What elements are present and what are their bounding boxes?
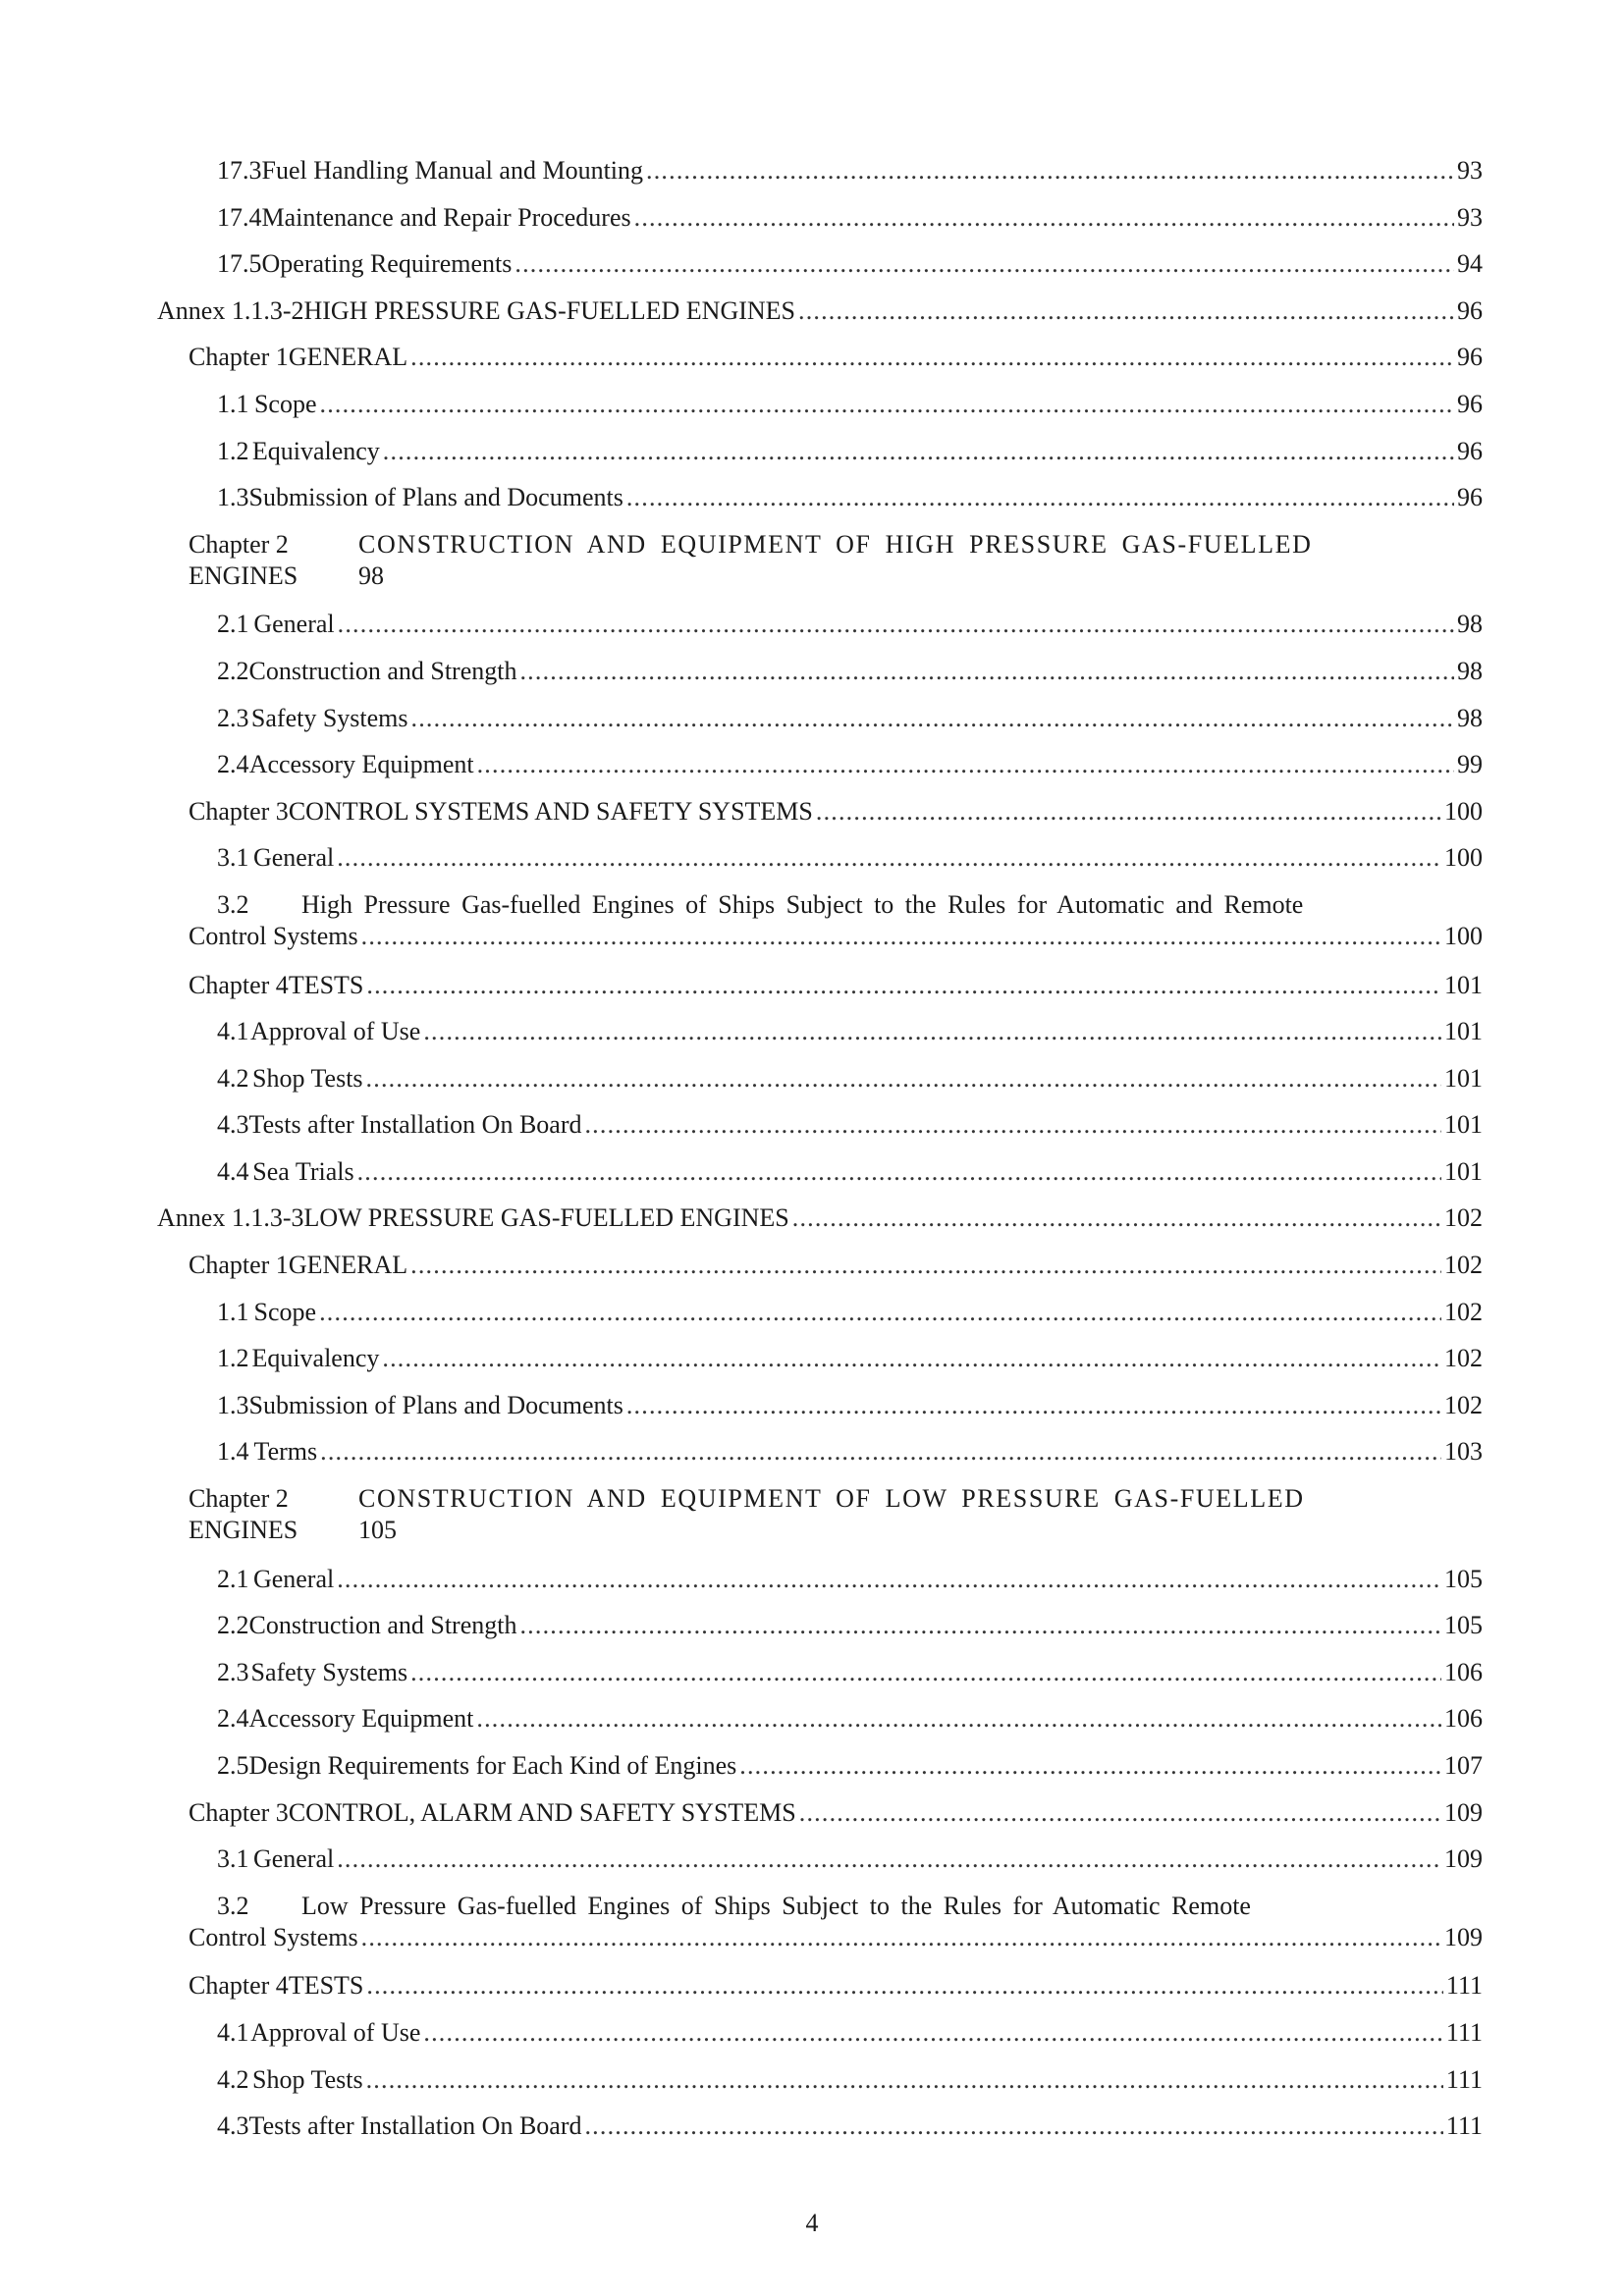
toc-entry-number: 2.1 bbox=[217, 1564, 249, 1593]
toc-entry-number: 1.4 bbox=[217, 1437, 249, 1467]
toc-entry-page: 105 bbox=[1444, 1611, 1483, 1640]
toc-entry-section[interactable] bbox=[157, 155, 1483, 202]
toc-entry-title: Fuel Handling Manual and Mounting bbox=[261, 156, 644, 185]
dot-leader bbox=[626, 1390, 1441, 1421]
toc-entry-number: 4.2 bbox=[217, 1063, 249, 1093]
toc-entry-page: 102 bbox=[1444, 1344, 1483, 1373]
dot-leader bbox=[584, 1109, 1441, 1141]
toc-entry-number: 2.2 bbox=[217, 656, 249, 685]
toc-entry-number: Chapter 1 bbox=[189, 343, 289, 372]
toc-entry-section[interactable] bbox=[157, 1436, 1483, 1483]
toc-entry-title: TESTS bbox=[288, 970, 364, 999]
toc-entry-page: 109 bbox=[1444, 1844, 1483, 1874]
toc-entry-annex[interactable] bbox=[157, 1202, 1483, 1250]
toc-entry-number: 3.2 bbox=[217, 1891, 249, 1920]
toc-entry-title: Accessory Equipment bbox=[248, 1704, 474, 1734]
toc-entry-title: GENERAL bbox=[288, 1251, 408, 1280]
dot-leader bbox=[366, 1063, 1441, 1095]
toc-entry-number: Chapter 3 bbox=[189, 796, 289, 826]
toc-entry-title: Approval of Use bbox=[250, 2017, 421, 2047]
toc-entry-title: HIGH PRESSURE GAS-FUELLED ENGINES bbox=[303, 295, 795, 325]
dot-leader bbox=[366, 2064, 1443, 2096]
toc-entry-page: 102 bbox=[1444, 1203, 1483, 1233]
toc-entry-title-continued: ENGINES bbox=[189, 1516, 298, 1545]
toc-entry-title: CONTROL, ALARM AND SAFETY SYSTEMS bbox=[288, 1797, 796, 1827]
toc-entry-number: 1.2 bbox=[217, 1344, 249, 1373]
toc-entry-section[interactable] bbox=[157, 842, 1483, 889]
dot-leader bbox=[519, 656, 1454, 687]
dot-leader bbox=[338, 609, 1454, 640]
toc-entry-title: Safety Systems bbox=[250, 703, 408, 732]
toc-entry-number: 4.3 bbox=[217, 1110, 249, 1140]
toc-entry-title: Accessory Equipment bbox=[248, 750, 474, 779]
toc-entry-page: 109 bbox=[1444, 1797, 1483, 1827]
toc-entry-number: 1.3 bbox=[217, 1390, 249, 1419]
toc-entry-section[interactable] bbox=[157, 1390, 1483, 1437]
toc-entry-chapter[interactable] bbox=[157, 1483, 1483, 1564]
toc-entry-section[interactable] bbox=[157, 749, 1483, 796]
toc-entry-title: Submission of Plans and Documents bbox=[248, 483, 623, 512]
toc-entry-chapter[interactable] bbox=[157, 796, 1483, 843]
dot-leader bbox=[792, 1202, 1441, 1234]
toc-entry-page: 98 bbox=[1457, 703, 1483, 732]
toc-entry-number: 4.4 bbox=[217, 1156, 249, 1186]
page-number: 4 bbox=[805, 2209, 819, 2237]
toc-entry-title-continued: Control Systems bbox=[189, 1922, 358, 1951]
toc-entry-chapter[interactable] bbox=[157, 1797, 1483, 1844]
dot-leader bbox=[476, 1703, 1441, 1735]
toc-entry-page: 101 bbox=[1444, 1156, 1483, 1186]
toc-entry-title: Design Requirements for Each Kind of Engines bbox=[248, 1751, 737, 1780]
toc-entry-title: Operating Requirements bbox=[261, 249, 513, 279]
toc-entry-page: 98 bbox=[1457, 656, 1483, 685]
toc-entry-number: 4.1 bbox=[217, 2017, 249, 2047]
toc-entry-title: Sea Trials bbox=[252, 1156, 354, 1186]
toc-entry-chapter[interactable] bbox=[157, 342, 1483, 389]
toc-entry-page: 99 bbox=[1457, 750, 1483, 779]
toc-entry-page: 101 bbox=[1444, 1017, 1483, 1046]
dot-leader bbox=[626, 482, 1454, 513]
toc-entry-section[interactable] bbox=[157, 1343, 1483, 1390]
dot-leader bbox=[410, 342, 1454, 373]
toc-entry-number: 2.4 bbox=[217, 1704, 249, 1734]
toc-entry-chapter[interactable] bbox=[157, 1250, 1483, 1297]
dot-leader bbox=[646, 155, 1454, 187]
toc-entry-page: 96 bbox=[1457, 343, 1483, 372]
toc-entry-title: CONTROL SYSTEMS AND SAFETY SYSTEMS bbox=[288, 796, 813, 826]
toc-entry-section[interactable] bbox=[157, 1564, 1483, 1611]
toc-entry-section[interactable] bbox=[157, 1297, 1483, 1344]
toc-entry-section[interactable] bbox=[157, 2064, 1483, 2111]
dot-leader bbox=[410, 1250, 1441, 1281]
toc-entry-section[interactable] bbox=[157, 889, 1483, 970]
toc-entry-section[interactable] bbox=[157, 703, 1483, 750]
toc-entry-title-continued: ENGINES bbox=[189, 561, 298, 590]
toc-entry-page: 102 bbox=[1444, 1251, 1483, 1280]
toc-entry-number: 2.4 bbox=[217, 750, 249, 779]
toc-entry-page: 100 bbox=[1444, 843, 1483, 873]
toc-entry-page: 106 bbox=[1444, 1704, 1483, 1734]
toc-entry-number: Chapter 1 bbox=[189, 1251, 289, 1280]
toc-entry-section[interactable] bbox=[157, 389, 1483, 436]
toc-entry-section[interactable] bbox=[157, 1703, 1483, 1750]
toc-entry-page: 101 bbox=[1444, 1063, 1483, 1093]
toc-entry-page: 105 bbox=[358, 1516, 397, 1545]
toc-entry-page: 111 bbox=[1445, 2017, 1483, 2047]
toc-entry-title: CONSTRUCTION AND EQUIPMENT OF LOW PRESSURE GAS-FUELLED bbox=[358, 1484, 1305, 1514]
table-of-contents bbox=[157, 155, 1483, 2158]
toc-entry-section[interactable] bbox=[157, 656, 1483, 703]
toc-entry-title: General bbox=[252, 1564, 335, 1593]
toc-entry-page: 100 bbox=[1444, 796, 1483, 826]
toc-entry-title: Submission of Plans and Documents bbox=[248, 1390, 623, 1419]
dot-leader bbox=[411, 703, 1454, 734]
toc-entry-title: Low Pressure Gas-fuelled Engines of Ships Subject to the Rules for Automatic Remote bbox=[301, 1891, 1251, 1920]
toc-entry-section[interactable] bbox=[157, 1750, 1483, 1797]
toc-entry-number: 1.3 bbox=[217, 483, 249, 512]
toc-entry-chapter[interactable] bbox=[157, 1970, 1483, 2017]
toc-entry-number: Annex 1.1.3-2 bbox=[157, 295, 304, 325]
dot-leader bbox=[799, 1797, 1441, 1829]
toc-entry-page: 96 bbox=[1457, 436, 1483, 465]
toc-entry-page: 96 bbox=[1457, 483, 1483, 512]
toc-entry-page: 111 bbox=[1445, 2111, 1483, 2141]
toc-entry-section[interactable] bbox=[157, 482, 1483, 529]
dot-leader bbox=[361, 921, 1441, 952]
toc-entry-page: 103 bbox=[1444, 1437, 1483, 1467]
toc-entry-page: 96 bbox=[1457, 295, 1483, 325]
dot-leader bbox=[357, 1156, 1441, 1188]
toc-entry-page: 98 bbox=[1457, 610, 1483, 639]
toc-entry-title-continued: Control Systems bbox=[189, 921, 358, 950]
toc-entry-number: 4.1 bbox=[217, 1017, 249, 1046]
toc-entry-number: 2.5 bbox=[217, 1751, 249, 1780]
toc-entry-chapter[interactable] bbox=[157, 970, 1483, 1017]
toc-entry-page: 96 bbox=[1457, 389, 1483, 418]
dot-leader bbox=[410, 1657, 1441, 1688]
dot-leader bbox=[798, 295, 1454, 327]
toc-entry-annex[interactable] bbox=[157, 295, 1483, 343]
toc-entry-title: Construction and Strength bbox=[248, 1611, 517, 1640]
dot-leader bbox=[382, 1343, 1441, 1374]
dot-leader bbox=[320, 389, 1455, 420]
toc-entry-title: Shop Tests bbox=[251, 1063, 363, 1093]
toc-entry-page: 93 bbox=[1457, 202, 1483, 232]
toc-entry-page: 109 bbox=[1444, 1922, 1483, 1951]
toc-entry-page: 102 bbox=[1444, 1297, 1483, 1326]
toc-entry-number: Chapter 4 bbox=[189, 1971, 289, 2001]
toc-entry-section[interactable] bbox=[157, 2110, 1483, 2158]
toc-entry-section[interactable] bbox=[157, 1610, 1483, 1657]
toc-entry-number: 1.1 bbox=[217, 389, 249, 418]
toc-entry-number: Chapter 2 bbox=[189, 1484, 289, 1514]
toc-entry-title: Tests after Installation On Board bbox=[248, 1110, 582, 1140]
toc-entry-title: Tests after Installation On Board bbox=[248, 2111, 582, 2141]
toc-entry-number: 3.2 bbox=[217, 889, 249, 919]
toc-entry-number: Annex 1.1.3-3 bbox=[157, 1203, 304, 1233]
toc-entry-page: 111 bbox=[1445, 2064, 1483, 2094]
toc-entry-number: 3.1 bbox=[217, 843, 249, 873]
dot-leader bbox=[337, 1564, 1441, 1595]
toc-entry-section[interactable] bbox=[157, 1156, 1483, 1203]
toc-entry-title: General bbox=[253, 610, 335, 639]
toc-entry-page: 100 bbox=[1444, 921, 1483, 950]
dot-leader bbox=[361, 1922, 1441, 1953]
toc-entry-page: 101 bbox=[1444, 970, 1483, 999]
toc-entry-number: 2.3 bbox=[217, 703, 249, 732]
dot-leader bbox=[337, 842, 1441, 874]
dot-leader bbox=[366, 1970, 1443, 2002]
toc-entry-number: 17.5 bbox=[217, 249, 262, 279]
toc-entry-section[interactable] bbox=[157, 1843, 1483, 1891]
toc-entry-title: GENERAL bbox=[288, 343, 408, 372]
toc-entry-number: 17.4 bbox=[217, 202, 262, 232]
toc-entry-page: 93 bbox=[1457, 156, 1483, 185]
dot-leader bbox=[519, 1610, 1441, 1641]
dot-leader bbox=[514, 248, 1454, 280]
toc-entry-title: Equivalency bbox=[251, 436, 380, 465]
toc-entry-number: 3.1 bbox=[217, 1844, 249, 1874]
toc-entry-number: Chapter 3 bbox=[189, 1797, 289, 1827]
dot-leader bbox=[634, 202, 1454, 234]
toc-entry-title: General bbox=[252, 1844, 335, 1874]
toc-entry-page: 107 bbox=[1444, 1751, 1483, 1780]
toc-entry-number: Chapter 2 bbox=[189, 529, 289, 559]
toc-entry-section[interactable] bbox=[157, 436, 1483, 483]
dot-leader bbox=[383, 436, 1454, 467]
dot-leader bbox=[423, 1016, 1441, 1047]
toc-entry-title: Maintenance and Repair Procedures bbox=[261, 202, 631, 232]
toc-entry-section[interactable] bbox=[157, 202, 1483, 249]
toc-entry-section[interactable] bbox=[157, 2017, 1483, 2064]
dot-leader bbox=[319, 1297, 1441, 1328]
toc-entry-section[interactable] bbox=[157, 1109, 1483, 1156]
toc-entry-page: 102 bbox=[1444, 1390, 1483, 1419]
toc-entry-section[interactable] bbox=[157, 1891, 1483, 1971]
toc-entry-number: 2.2 bbox=[217, 1611, 249, 1640]
dot-leader bbox=[337, 1843, 1441, 1875]
dot-leader bbox=[423, 2017, 1443, 2049]
toc-entry-title: Scope bbox=[253, 1297, 317, 1326]
toc-entry-number: 4.3 bbox=[217, 2111, 249, 2141]
dot-leader bbox=[816, 796, 1441, 828]
toc-entry-title: Equivalency bbox=[251, 1344, 380, 1373]
toc-entry-page: 98 bbox=[358, 561, 384, 590]
toc-entry-title: High Pressure Gas-fuelled Engines of Ships Subject to the Rules for Automatic and Remote bbox=[301, 889, 1304, 919]
toc-entry-number: 1.1 bbox=[217, 1297, 249, 1326]
toc-entry-page: 105 bbox=[1444, 1564, 1483, 1593]
toc-entry-title: General bbox=[252, 843, 335, 873]
toc-entry-section[interactable] bbox=[157, 1657, 1483, 1704]
toc-entry-number: 4.2 bbox=[217, 2064, 249, 2094]
toc-entry-page: 106 bbox=[1444, 1657, 1483, 1686]
dot-leader bbox=[320, 1436, 1441, 1468]
toc-entry-number: 2.3 bbox=[217, 1657, 249, 1686]
toc-entry-title: TESTS bbox=[288, 1971, 364, 2001]
toc-entry-number: 17.3 bbox=[217, 156, 262, 185]
toc-entry-section[interactable] bbox=[157, 609, 1483, 656]
toc-entry-title: LOW PRESSURE GAS-FUELLED ENGINES bbox=[303, 1203, 789, 1233]
toc-entry-number: 2.1 bbox=[217, 610, 249, 639]
toc-entry-title: Scope bbox=[253, 389, 317, 418]
toc-entry-page: 111 bbox=[1445, 1971, 1483, 2001]
toc-entry-number: Chapter 4 bbox=[189, 970, 289, 999]
toc-entry-title: CONSTRUCTION AND EQUIPMENT OF HIGH PRESSURE GAS-FUELLED bbox=[358, 529, 1313, 559]
toc-entry-chapter[interactable] bbox=[157, 529, 1483, 610]
toc-entry-title: Shop Tests bbox=[252, 2064, 363, 2094]
toc-entry-page: 94 bbox=[1457, 249, 1483, 279]
dot-leader bbox=[739, 1750, 1441, 1782]
toc-entry-title: Construction and Strength bbox=[248, 656, 517, 685]
toc-entry-page: 101 bbox=[1444, 1110, 1483, 1140]
toc-entry-section[interactable] bbox=[157, 248, 1483, 295]
dot-leader bbox=[584, 2110, 1442, 2142]
dot-leader bbox=[477, 749, 1454, 780]
toc-entry-section[interactable] bbox=[157, 1016, 1483, 1063]
toc-entry-title: Safety Systems bbox=[250, 1657, 408, 1686]
toc-entry-title: Terms bbox=[253, 1437, 318, 1467]
dot-leader bbox=[366, 970, 1441, 1001]
toc-entry-title: Approval of Use bbox=[250, 1017, 421, 1046]
toc-entry-section[interactable] bbox=[157, 1063, 1483, 1110]
toc-entry-number: 1.2 bbox=[217, 436, 249, 465]
